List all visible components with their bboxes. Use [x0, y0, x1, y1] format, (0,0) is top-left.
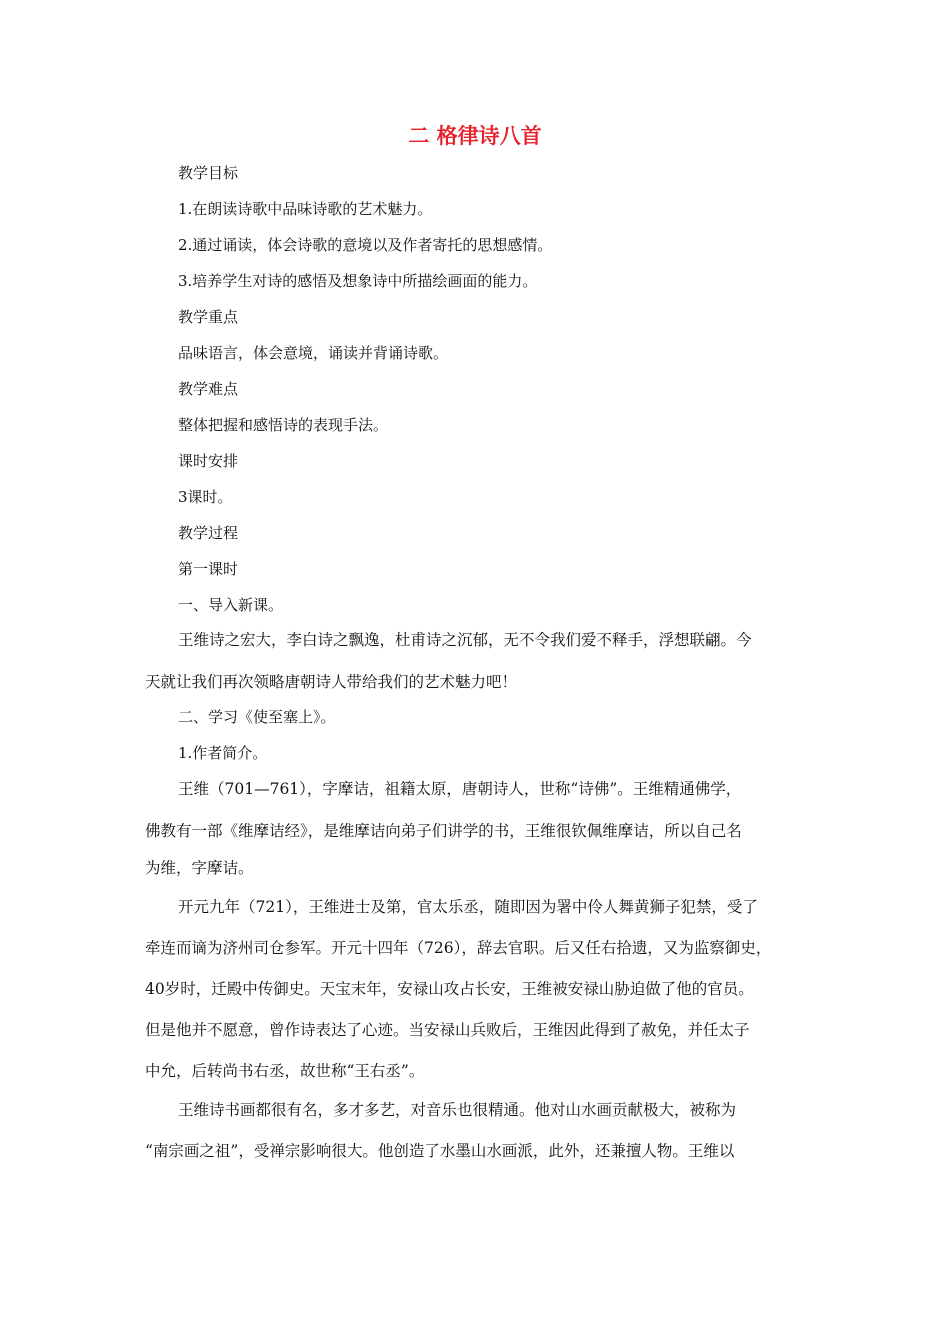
paragraph: 天就让我们再次领略唐朝诗人带给我们的艺术魅力吧！: [145, 673, 518, 691]
section-heading: 一、导入新课。: [178, 596, 284, 614]
section-heading: 教学重点: [178, 308, 239, 326]
section-heading: 教学过程: [178, 524, 239, 542]
paragraph: 为维，字摩诘。: [145, 859, 254, 877]
paragraph: 开元九年（721），王维进士及第，官太乐丞，随即因为署中伶人舞黄狮子犯禁，受了: [178, 898, 758, 916]
paragraph: 但是他并不愿意，曾作诗表达了心迹。当安禄山兵败后，王维因此得到了赦免，并任太子: [145, 1021, 750, 1039]
paragraph: 3.培养学生对诗的感悟及想象诗中所描绘画面的能力。: [178, 272, 538, 290]
paragraph: 王维（701—761），字摩诘，祖籍太原，唐朝诗人，世称“诗佛”。王维精通佛学，: [178, 780, 742, 798]
section-heading: 课时安排: [178, 452, 239, 470]
paragraph: 王维诗之宏大，李白诗之飘逸，杜甫诗之沉郁，无不令我们爱不释手，浮想联翩。今: [178, 631, 752, 649]
section-heading: 第一课时: [178, 560, 239, 578]
paragraph: 中允，后转尚书右丞，故世称“王右丞”。: [145, 1062, 425, 1080]
paragraph: 佛教有一部《维摩诘经》，是维摩诘向弟子们讲学的书，王维很钦佩维摩诘，所以自己名: [145, 822, 742, 840]
section-heading: 二、学习《使至塞上》。: [178, 708, 336, 726]
paragraph: 40岁时，迁殿中传御史。天宝末年，安禄山攻占长安，王维被安禄山胁迫做了他的官员。: [145, 980, 754, 998]
paragraph: 牵连而谪为济州司仓参军。开元十四年（726），辞去官职。后又任右拾遗，又为监察御史，: [145, 939, 772, 957]
section-heading: 1.作者简介。: [178, 744, 268, 762]
section-heading: 教学难点: [178, 380, 239, 398]
paragraph: 3课时。: [178, 488, 233, 506]
paragraph: “南宗画之祖”，受禅宗影响很大。他创造了水墨山水画派，此外，还兼擅人物。王维以: [145, 1142, 735, 1160]
paragraph: 2.通过诵读，体会诗歌的意境以及作者寄托的思想感情。: [178, 236, 553, 254]
page-title: 二 格律诗八首: [408, 124, 542, 148]
paragraph: 品味语言，体会意境，诵读并背诵诗歌。: [178, 344, 449, 362]
paragraph: 王维诗书画都很有名，多才多艺，对音乐也很精通。他对山水画贡献极大，被称为: [178, 1101, 737, 1119]
paragraph: 整体把握和感悟诗的表现手法。: [178, 416, 389, 434]
paragraph: 1.在朗读诗歌中品味诗歌的艺术魅力。: [178, 200, 433, 218]
section-heading: 教学目标: [178, 164, 239, 182]
